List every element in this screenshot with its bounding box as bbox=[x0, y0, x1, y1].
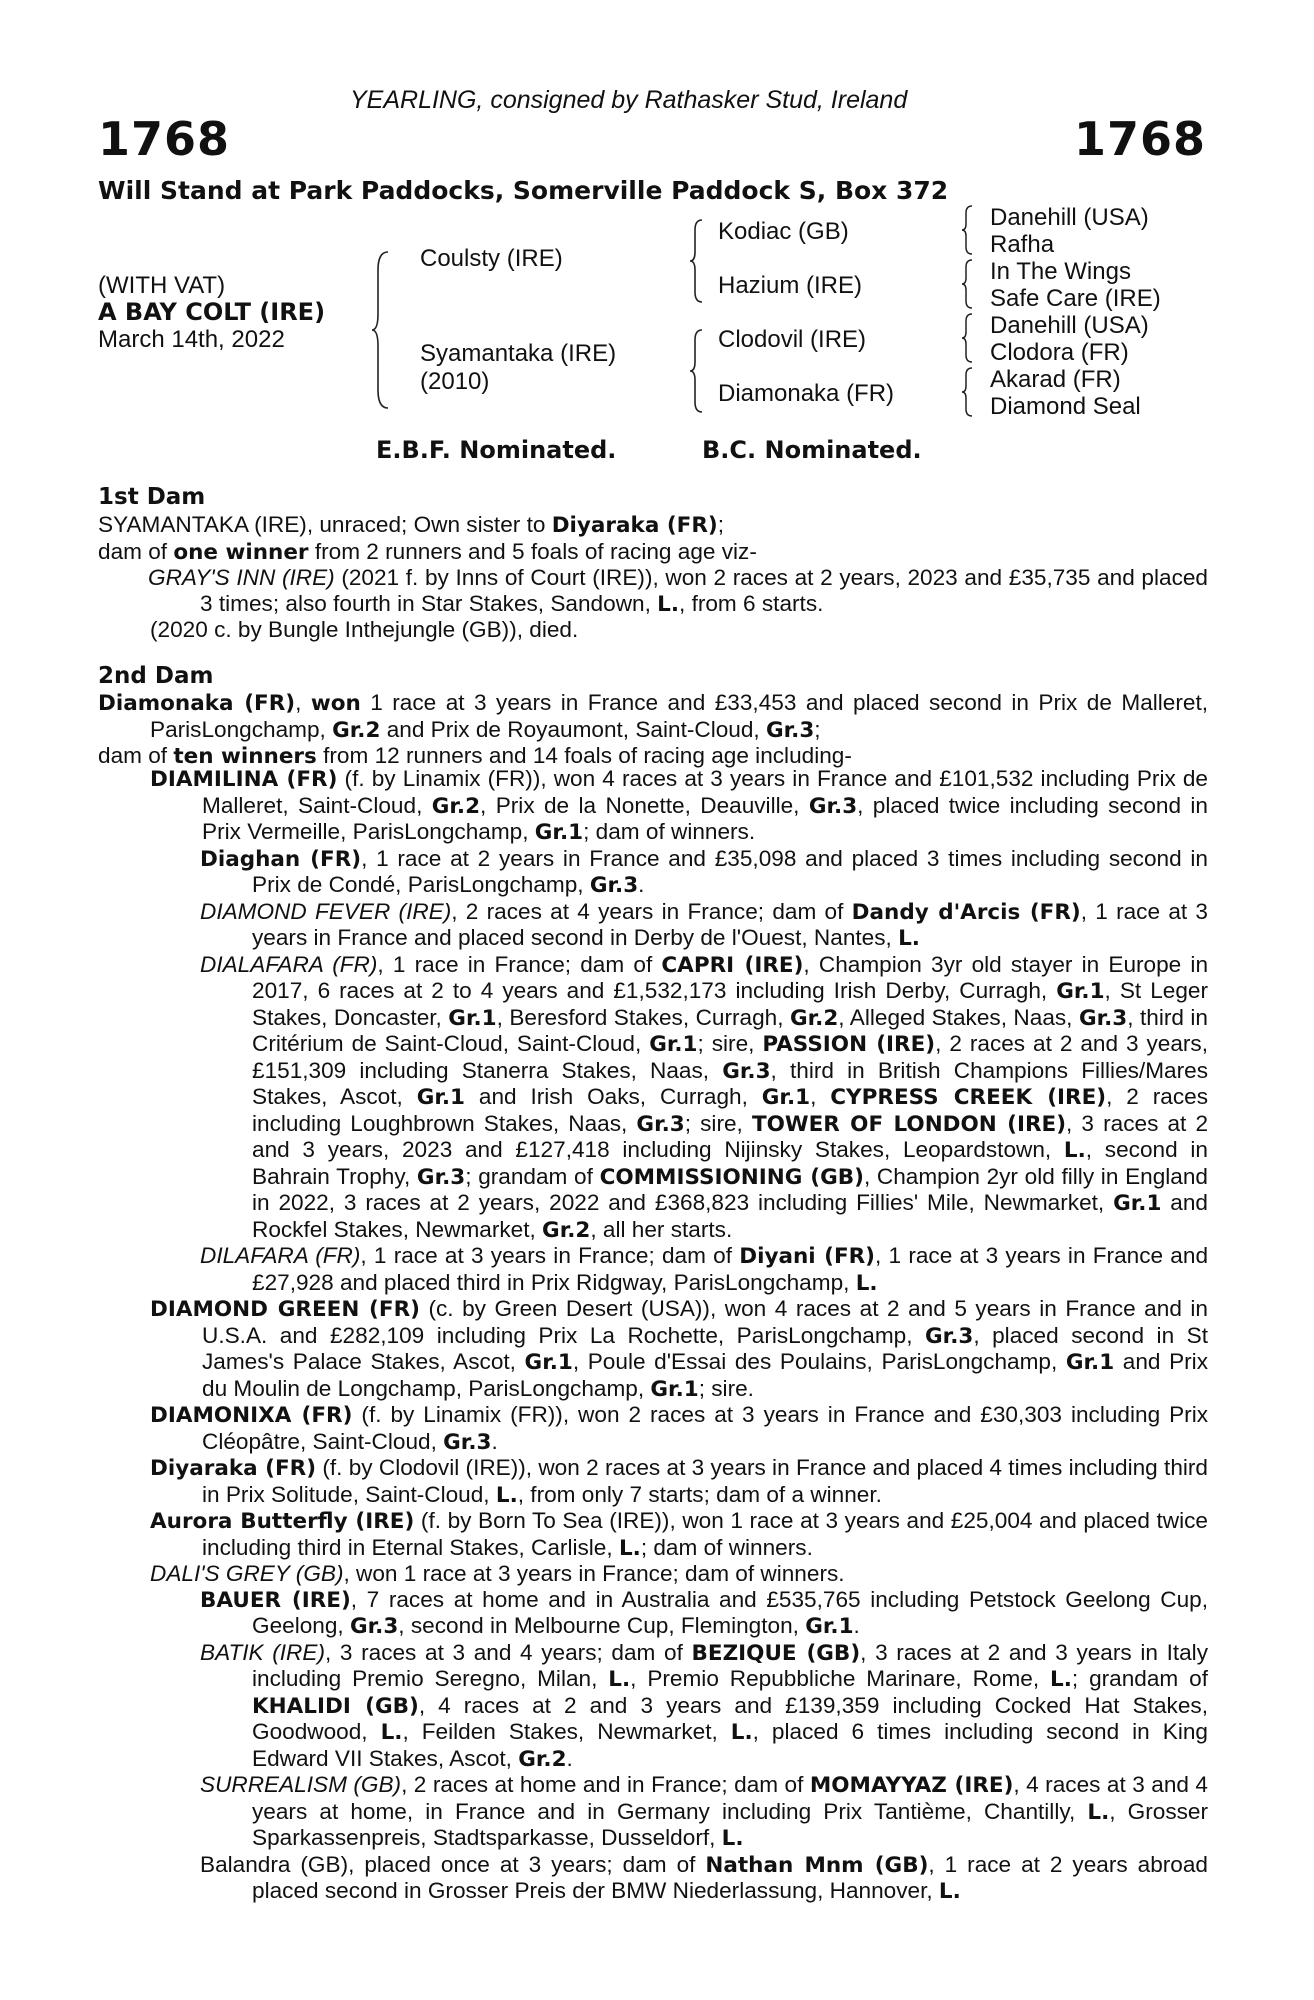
first-dam-text: from 2 runners and 5 foals of racing age viz- bbox=[308, 538, 757, 564]
progeny-text: , second in Melbourne Cup, Flemington, bbox=[398, 1613, 806, 1638]
bold-term: L. bbox=[938, 1879, 961, 1904]
second-dam-text: from 12 runners and 14 foals of racing age including- bbox=[316, 743, 852, 768]
progeny-text: , Beresford Stakes, Curragh, bbox=[496, 1004, 790, 1030]
second-dam-text: and Prix de Royaumont, Saint-Cloud, bbox=[380, 716, 766, 742]
lot-number-left: 1768 bbox=[98, 112, 231, 166]
progeny-text: and Prix du Moulin de Longchamp, ParisLongchamp, bbox=[202, 1349, 1209, 1401]
bold-term: L. bbox=[380, 1720, 403, 1745]
bold-term: Gr.2 bbox=[542, 1217, 591, 1243]
progeny-name: DALI'S GREY (GB) bbox=[150, 1561, 344, 1586]
progeny-text: , 3 races at 2 and 3 years, 2023 and £127,418 including Nijinsky Stakes, Leopardstown, bbox=[252, 1110, 1209, 1162]
progeny-text: , bbox=[810, 1084, 831, 1109]
winner-count: ten winners bbox=[173, 744, 317, 769]
bold-term: Gr.3 bbox=[722, 1058, 771, 1084]
progeny-text: , 1 race at 2 years in France and £35,098 and placed 3 times including second in Prix de Condé, ParisLongchamp, bbox=[252, 845, 1208, 897]
progeny-text: and Irish Oaks, Curragh, bbox=[465, 1084, 762, 1109]
bold-term: KHALIDI (GB) bbox=[252, 1693, 419, 1719]
progeny-text: , placed second in St James's Palace Stakes, Ascot, bbox=[202, 1322, 1208, 1374]
progeny-text: , Champion 2yr old filly in England in 2022, 3 races at 2 years, 2022 and £368,823 including Fillies' Mile, Newmarket, bbox=[252, 1163, 1208, 1215]
bold-term: CYPRESS CREEK (IRE) bbox=[830, 1085, 1107, 1110]
progeny-text: , Grosser Sparkassenpreis, Stadtsparkasse, Dusseldorf, bbox=[252, 1798, 1208, 1850]
bold-term: L. bbox=[495, 1482, 518, 1508]
colt-2020-entry: (2020 c. by Bungle Inthejungle (GB)), died. bbox=[150, 617, 579, 642]
punct: ; bbox=[717, 512, 725, 537]
stand-location: Will Stand at Park Paddocks, Somerville Paddock S, Box 372 bbox=[98, 176, 949, 205]
second-dam-text: 1 race at 3 years in France and £33,453 and placed second in Prix de Malleret, ParisLongchamp, bbox=[150, 690, 1209, 742]
progeny-text: , placed 6 times including second in King Edward VII Stakes, Ascot, bbox=[252, 1719, 1208, 1771]
bold-term: TOWER OF LONDON (IRE) bbox=[751, 1111, 1067, 1137]
horse-name: A BAY COLT (IRE) bbox=[98, 298, 326, 326]
own-sister-name: Diyaraka (FR) bbox=[551, 513, 718, 538]
progeny-name: DILAFARA (FR) bbox=[200, 1243, 361, 1268]
bold-term: L. bbox=[618, 1535, 641, 1561]
progeny-entry bbox=[98, 1640, 1208, 1773]
dss-name: Danehill (USA) bbox=[990, 312, 1149, 339]
bold-term: Diyaraka (FR) bbox=[150, 1456, 317, 1481]
dds-name: Akarad (FR) bbox=[990, 366, 1121, 393]
sdd-name: Safe Care (IRE) bbox=[990, 285, 1161, 312]
progeny-name: GRAY'S INN (IRE) bbox=[148, 565, 335, 590]
progeny-name: DIALAFARA (FR) bbox=[200, 951, 378, 977]
bold-term: BAUER (IRE) bbox=[200, 1587, 351, 1613]
progeny-text: (f. by Linamix (FR)), won 2 races at 3 years in France and £30,303 including Prix Cléopâtre, Saint-Cloud, bbox=[202, 1402, 1209, 1454]
brace-sd bbox=[960, 258, 974, 315]
progeny-text: ; sire, bbox=[684, 1110, 752, 1136]
bold-term: Gr.2 bbox=[431, 793, 481, 819]
bold-term: PASSION (IRE) bbox=[762, 1032, 936, 1057]
first-dam-section bbox=[98, 512, 1208, 643]
progeny-text: (f. by Linamix (FR)), won 4 races at 3 years in France and £101,532 including Prix de Malleret, Saint-Cloud, bbox=[202, 766, 1209, 818]
progeny-text: , Champion 3yr old stayer in Europe in 2017, 6 races at 2 to 4 years and £1,532,173 including Irish Derby, Curragh, bbox=[252, 951, 1209, 1003]
bold-term: Gr.1 bbox=[524, 1350, 573, 1375]
bold-term: Gr.1 bbox=[761, 1085, 811, 1110]
progeny-text: (2021 f. by Inns of Court (IRE)), won 2 races at 2 years, 2023 and £35,735 and placed 3 times; also fourth in Star Stakes, Sandown, bbox=[200, 565, 1208, 616]
bold-term: Gr.1 bbox=[448, 1005, 497, 1031]
bold-term: DIAMOND GREEN (FR) bbox=[150, 1297, 420, 1322]
bold-term: Gr.1 bbox=[1113, 1191, 1162, 1216]
bold-term: Gr.3 bbox=[808, 793, 858, 819]
sss-name: Danehill (USA) bbox=[990, 204, 1149, 231]
brace-ds bbox=[960, 312, 974, 369]
progeny-text: ; dam of winners. bbox=[640, 1534, 813, 1560]
progeny-entry bbox=[98, 1402, 1208, 1455]
progeny-text: , Poule d'Essai des Poulains, ParisLongchamp, bbox=[572, 1349, 1066, 1374]
progeny-name: DIAMOND FEVER (IRE) bbox=[200, 898, 452, 924]
bold-term: Gr.1 bbox=[1056, 979, 1105, 1004]
progeny-text: , 1 race at 3 years in France and £27,928 and placed third in Prix Ridgway, ParisLongchamp, bbox=[252, 1243, 1209, 1295]
bold-term: L. bbox=[608, 1667, 631, 1692]
bold-term: CAPRI (IRE) bbox=[661, 952, 804, 978]
lot-number-right: 1768 bbox=[1073, 112, 1206, 166]
progeny-text: , second in Bahrain Trophy, bbox=[252, 1137, 1208, 1189]
bold-term: Gr.3 bbox=[925, 1323, 974, 1349]
dam-dam: Diamonaka (FR) bbox=[718, 380, 895, 407]
bold-term: DIAMONIXA (FR) bbox=[150, 1403, 353, 1428]
bold-term: Gr.1 bbox=[650, 1376, 699, 1402]
progeny-text: , from 6 starts. bbox=[679, 590, 824, 616]
progeny-text: . bbox=[491, 1428, 498, 1454]
dam-sire: Clodovil (IRE) bbox=[718, 326, 867, 353]
progeny-text: , Alleged Stakes, Naas, bbox=[838, 1004, 1079, 1030]
progeny-entry bbox=[98, 1772, 1208, 1852]
bold-term: Gr.2 bbox=[789, 1005, 839, 1031]
progeny-entry bbox=[98, 846, 1208, 899]
progeny-text: , third in Critérium de Saint-Cloud, Saint-Cloud, bbox=[252, 1004, 1208, 1056]
punct: , bbox=[295, 690, 311, 715]
dam-year: (2010) bbox=[420, 368, 490, 395]
bold-term: Gr.3 bbox=[636, 1111, 685, 1137]
first-dam-text: SYAMANTAKA (IRE), unraced; Own sister to bbox=[98, 512, 552, 537]
progeny-entry bbox=[98, 1243, 1208, 1296]
progeny-text: , from only 7 starts; dam of a winner. bbox=[517, 1481, 882, 1507]
dsd-name: Clodora (FR) bbox=[990, 339, 1129, 366]
progeny-text: ; dam of winners. bbox=[583, 819, 756, 844]
won-word: won bbox=[310, 691, 361, 716]
bold-term: Gr.1 bbox=[649, 1032, 698, 1057]
progeny-text: , Premio Repubbliche Marinare, Rome, bbox=[630, 1666, 1051, 1691]
progeny-text: . bbox=[566, 1745, 573, 1771]
second-dam-intro bbox=[98, 690, 1208, 743]
sire-name: Coulsty (IRE) bbox=[420, 245, 563, 272]
progeny-text: , Prix de la Nonette, Deauville, bbox=[480, 792, 809, 818]
bold-term: L. bbox=[855, 1270, 878, 1296]
brace-dd bbox=[960, 366, 974, 423]
bc-nominated: B.C. Nominated. bbox=[702, 436, 922, 464]
dam-name: Syamantaka (IRE) bbox=[420, 340, 617, 367]
ddd-name: Diamond Seal bbox=[990, 393, 1141, 420]
progeny-text: (f. by Born To Sea (IRE)), won 1 race at 3 years and £25,004 and placed twice including third in Eternal Stakes, Carlisle, bbox=[202, 1508, 1208, 1560]
sire-dam: Hazium (IRE) bbox=[718, 272, 863, 299]
bold-term: Nathan Mnm (GB) bbox=[705, 1852, 929, 1878]
progeny-name: SURREALISM (GB) bbox=[200, 1772, 402, 1797]
grade-mark: Gr.3 bbox=[765, 717, 815, 743]
bold-term: Dandy d'Arcis (FR) bbox=[851, 899, 1081, 925]
bold-term: Diaghan (FR) bbox=[200, 846, 362, 872]
listed-mark: L. bbox=[657, 591, 680, 617]
second-dam-section bbox=[98, 690, 1208, 770]
progeny-text: (f. by Clodovil (IRE)), won 2 races at 3 years in France and placed 4 times including third in Prix Solitude, Saint-Cloud, bbox=[202, 1455, 1208, 1507]
progeny-text: . bbox=[638, 872, 645, 897]
progeny-text: , St Leger Stakes, Doncaster, bbox=[252, 978, 1208, 1030]
progeny-text: , 1 race at 3 years in France and placed second in Derby de l'Ouest, Nantes, bbox=[252, 898, 1208, 950]
progeny-text: , placed twice including second in Prix Vermeille, ParisLongchamp, bbox=[202, 792, 1208, 844]
grade-mark: Gr.2 bbox=[332, 717, 381, 743]
brace-dam bbox=[688, 328, 704, 419]
progeny-text: , 2 races at home and in France; dam of bbox=[401, 1772, 810, 1797]
progeny-text: , 3 races at 3 and 4 years; dam of bbox=[324, 1639, 692, 1665]
bold-term: Diyani (FR) bbox=[739, 1244, 876, 1269]
consignment-line: YEARLING, consigned by Rathasker Stud, Ireland bbox=[350, 86, 908, 114]
progeny-entry bbox=[98, 952, 1208, 1244]
progeny-entry bbox=[98, 1587, 1208, 1640]
progeny-text: , won 1 race at 3 years in France; dam of winners. bbox=[343, 1561, 845, 1586]
brace-ss bbox=[960, 204, 974, 261]
progeny-text: , 7 races at home and in Australia and £535,765 including Petstock Geelong Cup, Geelong, bbox=[252, 1586, 1208, 1638]
progeny-entry bbox=[98, 1561, 1208, 1587]
progeny-text: (c. by Green Desert (USA)), won 4 races at 2 and 5 years in France and in U.S.A. and £282,109 including Prix La Rochette, ParisLongchamp, bbox=[202, 1296, 1209, 1348]
progeny-entry bbox=[98, 899, 1208, 952]
bold-term: L. bbox=[730, 1720, 753, 1745]
bold-term: Gr.3 bbox=[349, 1614, 399, 1639]
bold-term: MOMAYYAZ (IRE) bbox=[809, 1773, 1014, 1798]
second-dam-heading: 2nd Dam bbox=[98, 663, 214, 689]
brace-main bbox=[370, 250, 390, 415]
progeny-text: , Feilden Stakes, Newmarket, bbox=[402, 1719, 731, 1744]
bold-term: Gr.3 bbox=[443, 1429, 492, 1455]
bold-term: L. bbox=[898, 926, 920, 951]
progeny-entry bbox=[98, 1508, 1208, 1561]
sire-sire: Kodiac (GB) bbox=[718, 218, 849, 245]
progeny-text: , 1 race at 3 years in France; dam of bbox=[360, 1243, 740, 1268]
bold-term: Aurora Butterfly (IRE) bbox=[150, 1509, 415, 1534]
bold-term: BEZIQUE (GB) bbox=[691, 1640, 861, 1666]
progeny-entry bbox=[98, 766, 1208, 846]
bold-term: DIAMILINA (FR) bbox=[150, 767, 338, 792]
progeny-text: , 4 races at 3 and 4 years at home, in France and in Germany including Prix Tantième, Chantilly, bbox=[252, 1772, 1208, 1824]
progeny-text: Balandra (GB), placed once at 3 years; dam of bbox=[200, 1851, 706, 1877]
bold-term: COMMISSIONING (GB) bbox=[599, 1164, 864, 1190]
bold-term: Gr.1 bbox=[416, 1085, 465, 1110]
progeny-text: and Rockfel Stakes, Newmarket, bbox=[252, 1190, 1208, 1242]
bold-term: L. bbox=[1087, 1799, 1110, 1825]
progeny-text: , 1 race at 2 years abroad placed second in Grosser Preis der BMW Niederlassung, Hannover, bbox=[252, 1851, 1208, 1903]
progeny-text: ; grandam of bbox=[465, 1163, 600, 1189]
progeny-entry bbox=[98, 1455, 1208, 1508]
bold-term: Gr.1 bbox=[805, 1614, 854, 1639]
bold-term: Gr.3 bbox=[589, 873, 639, 898]
progeny-text: , 4 races at 2 and 3 years and £139,359 including Cocked Hat Stakes, Goodwood, bbox=[252, 1692, 1208, 1744]
first-dam-line2 bbox=[98, 539, 1208, 566]
progeny-text: , 1 race in France; dam of bbox=[377, 951, 662, 977]
bold-term: Gr.2 bbox=[518, 1746, 567, 1772]
punct: ; bbox=[814, 716, 821, 742]
ebf-nominated: E.B.F. Nominated. bbox=[376, 436, 617, 464]
sds-name: In The Wings bbox=[990, 258, 1131, 285]
first-dam-heading: 1st Dam bbox=[98, 484, 206, 510]
progeny-text: ; grandam of bbox=[1071, 1666, 1208, 1691]
bold-term: L. bbox=[1063, 1138, 1086, 1163]
progeny-text: . bbox=[853, 1613, 860, 1638]
second-dam-text: dam of bbox=[98, 743, 174, 768]
first-dam-line1 bbox=[98, 512, 1208, 539]
progeny-list bbox=[98, 766, 1208, 1905]
ssd-name: Rafha bbox=[990, 231, 1055, 258]
progeny-text: , 2 races including Loughbrown Stakes, Naas, bbox=[252, 1084, 1208, 1136]
winner-count: one winner bbox=[173, 539, 309, 565]
progeny-text: , third in British Champions Fillies/Mares Stakes, Ascot, bbox=[252, 1057, 1208, 1109]
bold-term: L. bbox=[1050, 1667, 1072, 1692]
progeny-text: , 3 races at 2 and 3 years in Italy including Premio Seregno, Milan, bbox=[252, 1639, 1208, 1691]
progeny-entry bbox=[98, 1296, 1208, 1402]
vat-note: (WITH VAT) bbox=[98, 272, 226, 299]
horse-dob: March 14th, 2022 bbox=[98, 326, 285, 353]
progeny-text: ; sire. bbox=[698, 1375, 754, 1401]
first-dam-text: dam of bbox=[98, 538, 174, 564]
progeny-text: , 2 races at 2 and 3 years, £151,309 including Stanerra Stakes, Naas, bbox=[252, 1031, 1209, 1083]
progeny-entry bbox=[98, 1852, 1208, 1905]
bold-term: Gr.3 bbox=[1078, 1005, 1128, 1031]
progeny-text: ; sire, bbox=[697, 1031, 763, 1056]
brace-sire bbox=[688, 218, 704, 309]
progeny-text: , all her starts. bbox=[590, 1216, 733, 1242]
bold-term: Gr.3 bbox=[416, 1164, 466, 1190]
second-dam-name: Diamonaka (FR) bbox=[98, 691, 296, 716]
bold-term: L. bbox=[721, 1826, 744, 1851]
bold-term: Gr.1 bbox=[534, 820, 584, 845]
grays-inn-entry bbox=[98, 565, 1208, 617]
bold-term: Gr.1 bbox=[1065, 1350, 1115, 1375]
progeny-text: , 2 races at 4 years in France; dam of bbox=[451, 898, 852, 924]
progeny-name: BATIK (IRE) bbox=[200, 1639, 325, 1665]
